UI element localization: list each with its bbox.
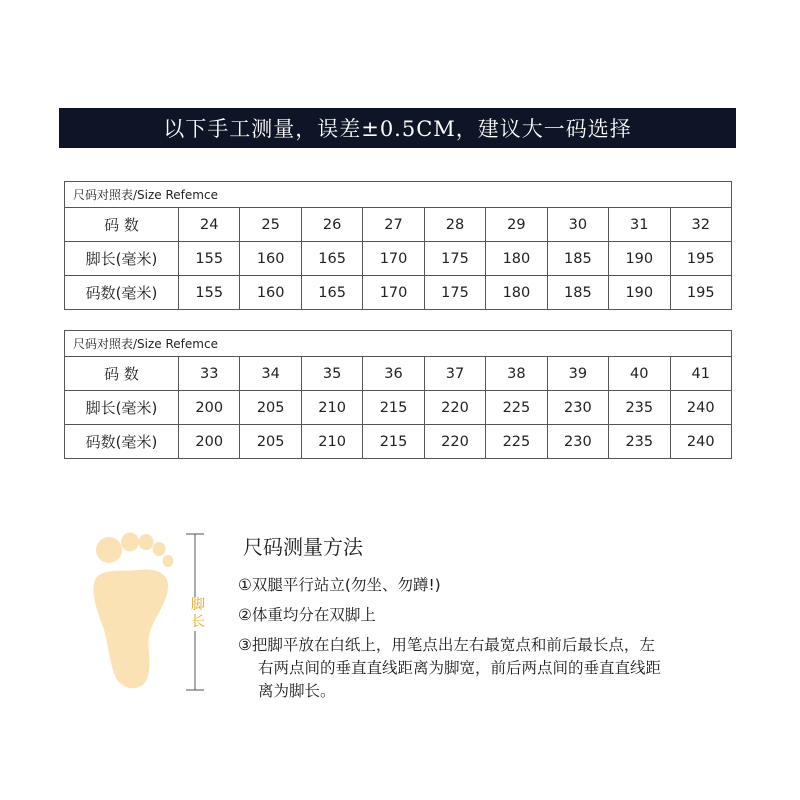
step-2: ②体重均分在双脚上: [238, 606, 376, 624]
table-cell: 33: [179, 357, 240, 391]
header-banner: [59, 108, 736, 148]
row-header: 码数(毫米): [65, 276, 179, 310]
table-cell: 165: [301, 242, 362, 276]
table-cell: 160: [240, 276, 301, 310]
table-cell: 34: [240, 357, 301, 391]
table-row-size-mm: [65, 276, 732, 310]
table-cell: 37: [424, 357, 485, 391]
table-row-foot-length: [65, 242, 732, 276]
size-table-1: [64, 181, 732, 310]
table-cell: 39: [547, 357, 608, 391]
table-cell: 210: [301, 391, 362, 425]
table-cell: 31: [609, 208, 670, 242]
banner-text: 以下手工测量，误差±0.5CM，建议大一码选择: [163, 117, 632, 141]
table-cell: 205: [240, 391, 301, 425]
table-cell: 165: [301, 276, 362, 310]
table-cell: 185: [547, 242, 608, 276]
table-cell: 38: [486, 357, 547, 391]
table-cell: 170: [363, 242, 424, 276]
table-row-size-mm: [65, 425, 732, 459]
table-cell: 155: [179, 276, 240, 310]
table-cell: 155: [179, 242, 240, 276]
foot-length-label: 脚长: [191, 597, 205, 630]
table-cell: 215: [363, 425, 424, 459]
method-title: 尺码测量方法: [243, 535, 363, 559]
step-3-line: ③把脚平放在白纸上，用笔点出左右最宽点和前后最长点，左: [238, 636, 655, 654]
table-cell: 30: [547, 208, 608, 242]
table-cell: 190: [609, 276, 670, 310]
table-cell: 185: [547, 276, 608, 310]
table-cell: 200: [179, 425, 240, 459]
table-cell: 40: [609, 357, 670, 391]
table-cell: 35: [301, 357, 362, 391]
method-steps: [238, 574, 708, 710]
step-1: ①双腿平行站立(勿坐、勿蹲!): [238, 576, 441, 594]
table-cell: 195: [670, 242, 732, 276]
table-cell: 205: [240, 425, 301, 459]
table-caption: 尺码对照表/Size Refemce: [65, 182, 732, 208]
row-header: 码 数: [65, 208, 179, 242]
table-caption: 尺码对照表/Size Refemce: [65, 331, 732, 357]
row-header: 脚长(毫米): [65, 391, 179, 425]
table-cell: 28: [424, 208, 485, 242]
table-cell: 210: [301, 425, 362, 459]
table-cell: 41: [670, 357, 732, 391]
table-cell: 220: [424, 425, 485, 459]
step-3-line: 离为脚长。: [258, 682, 336, 700]
table-cell: 32: [670, 208, 732, 242]
table-cell: 220: [424, 391, 485, 425]
table-cell: 29: [486, 208, 547, 242]
step-3-line: 右两点间的垂直直线距离为脚宽，前后两点间的垂直直线距: [258, 659, 662, 677]
table-cell: 25: [240, 208, 301, 242]
table-cell: 225: [486, 425, 547, 459]
table-cell: 230: [547, 391, 608, 425]
size-table-2: [64, 330, 732, 459]
table-cell: 235: [609, 391, 670, 425]
table-cell: 190: [609, 242, 670, 276]
table-cell: 175: [424, 242, 485, 276]
table-cell: 36: [363, 357, 424, 391]
table-cell: 200: [179, 391, 240, 425]
table-row-size: [65, 357, 732, 391]
row-header: 脚长(毫米): [65, 242, 179, 276]
table-cell: 26: [301, 208, 362, 242]
table-cell: 27: [363, 208, 424, 242]
table-cell: 240: [670, 391, 732, 425]
table-cell: 160: [240, 242, 301, 276]
table-row-size: [65, 208, 732, 242]
table-cell: 215: [363, 391, 424, 425]
table-cell: 235: [609, 425, 670, 459]
table-cell: 170: [363, 276, 424, 310]
table-cell: 175: [424, 276, 485, 310]
row-header: 码数(毫米): [65, 425, 179, 459]
table-cell: 24: [179, 208, 240, 242]
table-cell: 195: [670, 276, 732, 310]
table-cell: 225: [486, 391, 547, 425]
row-header: 码 数: [65, 357, 179, 391]
step-3: [238, 634, 708, 703]
table-cell: 180: [486, 242, 547, 276]
table-cell: 180: [486, 276, 547, 310]
table-cell: 240: [670, 425, 732, 459]
table-cell: 230: [547, 425, 608, 459]
table-row-foot-length: [65, 391, 732, 425]
